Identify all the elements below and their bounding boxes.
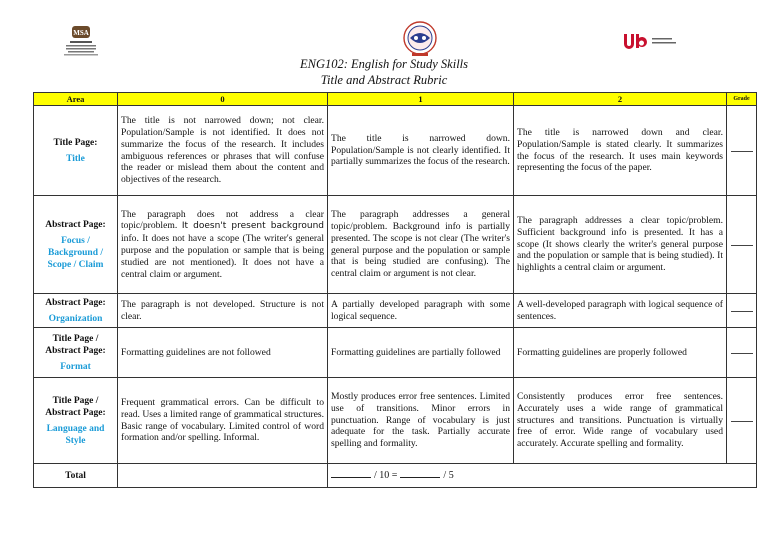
- grade-cell[interactable]: [727, 378, 757, 464]
- score-0-cell: Formatting guidelines are not followed: [118, 328, 328, 378]
- score-0-text-c: info. It does not have a scope (The writer's general purpose and the population or sample that is being studied are not mentioned). It does not have a central claim or argument.: [121, 233, 324, 280]
- score-0-text-a: The paragraph does not address a clear topic/problem.: [121, 208, 324, 232]
- area-label: Title Page / Abstract Page:: [45, 395, 106, 418]
- title-block: [0, 56, 768, 88]
- msa-university-logo: [60, 24, 102, 60]
- area-sub-label: Organization: [48, 313, 103, 324]
- area-cell: [34, 294, 118, 328]
- total-score: [328, 464, 757, 488]
- header-area: Area: [34, 93, 118, 106]
- area-cell: [34, 378, 118, 464]
- score-2-cell: The title is narrowed down and clear. Population/Sample is stated clearly. It summarizes the focus of the research. It uses main keywords representing the focus of the paper.: [514, 106, 727, 196]
- area-label: Abstract Page:: [45, 219, 106, 230]
- area-sub-label: Format: [60, 361, 91, 372]
- university-of-bedfordshire-logo: [622, 30, 682, 52]
- header-score-1: 1: [328, 93, 514, 106]
- score-1-cell: The title is narrowed down. Population/Sample is not clearly identified. It partially summarizes the focus of the research.: [328, 106, 514, 196]
- area-sub-label: Language and Style: [46, 423, 105, 446]
- grade-blank[interactable]: [731, 311, 753, 312]
- score-0-cell: [118, 196, 328, 294]
- msa-logo-text: MSA: [73, 29, 89, 37]
- table-row: [34, 196, 757, 294]
- area-sub-label: Focus / Background / Scope / Claim: [47, 235, 104, 270]
- header-score-2: 2: [514, 93, 727, 106]
- grade-cell[interactable]: [727, 106, 757, 196]
- score-0-cell: The title is not narrowed down; not clear. Population/Sample is not identified. It does not summarize the focus of the research. It includes ambiguous references or phrases that will confuse the reader or mislead them about the content and objectives of the research.: [118, 106, 328, 196]
- area-sub-label: Title: [66, 153, 85, 164]
- header-score-0: 0: [118, 93, 328, 106]
- rubric-title: Title and Abstract Rubric: [320, 73, 448, 87]
- center-seal-logo: [402, 20, 438, 58]
- grade-cell[interactable]: [727, 294, 757, 328]
- total-spacer: [118, 464, 328, 488]
- score-1-cell: Formatting guidelines are partially followed: [328, 328, 514, 378]
- grade-blank[interactable]: [731, 421, 753, 422]
- grade-cell[interactable]: [727, 196, 757, 294]
- score-1-cell: The paragraph addresses a general topic/problem. Background info is partially presented. The scope is not clear (The writer's general purpose and the population or sample that is being studied are confusing). The central claim or argument is not clear.: [328, 196, 514, 294]
- total-blank-10[interactable]: [331, 477, 371, 478]
- area-cell: [34, 328, 118, 378]
- score-2-cell: Formatting guidelines are properly followed: [514, 328, 727, 378]
- grade-cell[interactable]: [727, 328, 757, 378]
- grade-blank[interactable]: [731, 151, 753, 152]
- table-row: [34, 106, 757, 196]
- table-row: [34, 378, 757, 464]
- total-label: Total: [34, 464, 118, 488]
- area-cell: [34, 196, 118, 294]
- total-blank-5[interactable]: [400, 477, 440, 478]
- grade-blank[interactable]: [731, 353, 753, 354]
- score-1-cell: Mostly produces error free sentences. Limited use of transitions. Minor errors in punctuation. Range of vocabulary is just adequate for the task. Partially accurate spelling and formality.: [328, 378, 514, 464]
- grade-blank[interactable]: [731, 245, 753, 246]
- area-label: Title Page:: [53, 137, 98, 148]
- area-label: Abstract Page:: [45, 297, 106, 308]
- course-title: ENG102: English for Study Skills: [299, 57, 469, 71]
- area-cell: [34, 106, 118, 196]
- score-2-cell: Consistently produces error free sentences. Accurately uses a wide range of grammatical structures and transitions. Punctuation is virtually free of error. Wide range of vocabulary used accurately. Accurate spelling and formality.: [514, 378, 727, 464]
- table-row: [34, 294, 757, 328]
- header-row: [34, 93, 757, 106]
- total-score-b: / 5: [443, 470, 454, 481]
- score-2-cell: The paragraph addresses a clear topic/problem. Sufficient background info is presented. It has a scope (It shows clearly the writer's general purpose and the population or sample that is being studied). It highlights a central claim or argument.: [514, 196, 727, 294]
- score-0-cell: Frequent grammatical errors. Can be difficult to read. Uses a limited range of grammatical structures. Basic range of vocabulary. Limited control of word formation and/or spelling. Informal.: [118, 378, 328, 464]
- total-score-a: / 10 =: [374, 470, 398, 481]
- table-row: [34, 328, 757, 378]
- score-0-text-b: It doesn't present background: [181, 221, 324, 232]
- header-grade: Grade: [727, 93, 757, 106]
- score-1-cell: A partially developed paragraph with some logical sequence.: [328, 294, 514, 328]
- score-2-cell: A well-developed paragraph with logical sequence of sentences.: [514, 294, 727, 328]
- area-label: Title Page / Abstract Page:: [45, 333, 106, 356]
- score-0-cell: The paragraph is not developed. Structure is not clear.: [118, 294, 328, 328]
- total-row: [34, 464, 757, 488]
- rubric-table: [33, 92, 757, 488]
